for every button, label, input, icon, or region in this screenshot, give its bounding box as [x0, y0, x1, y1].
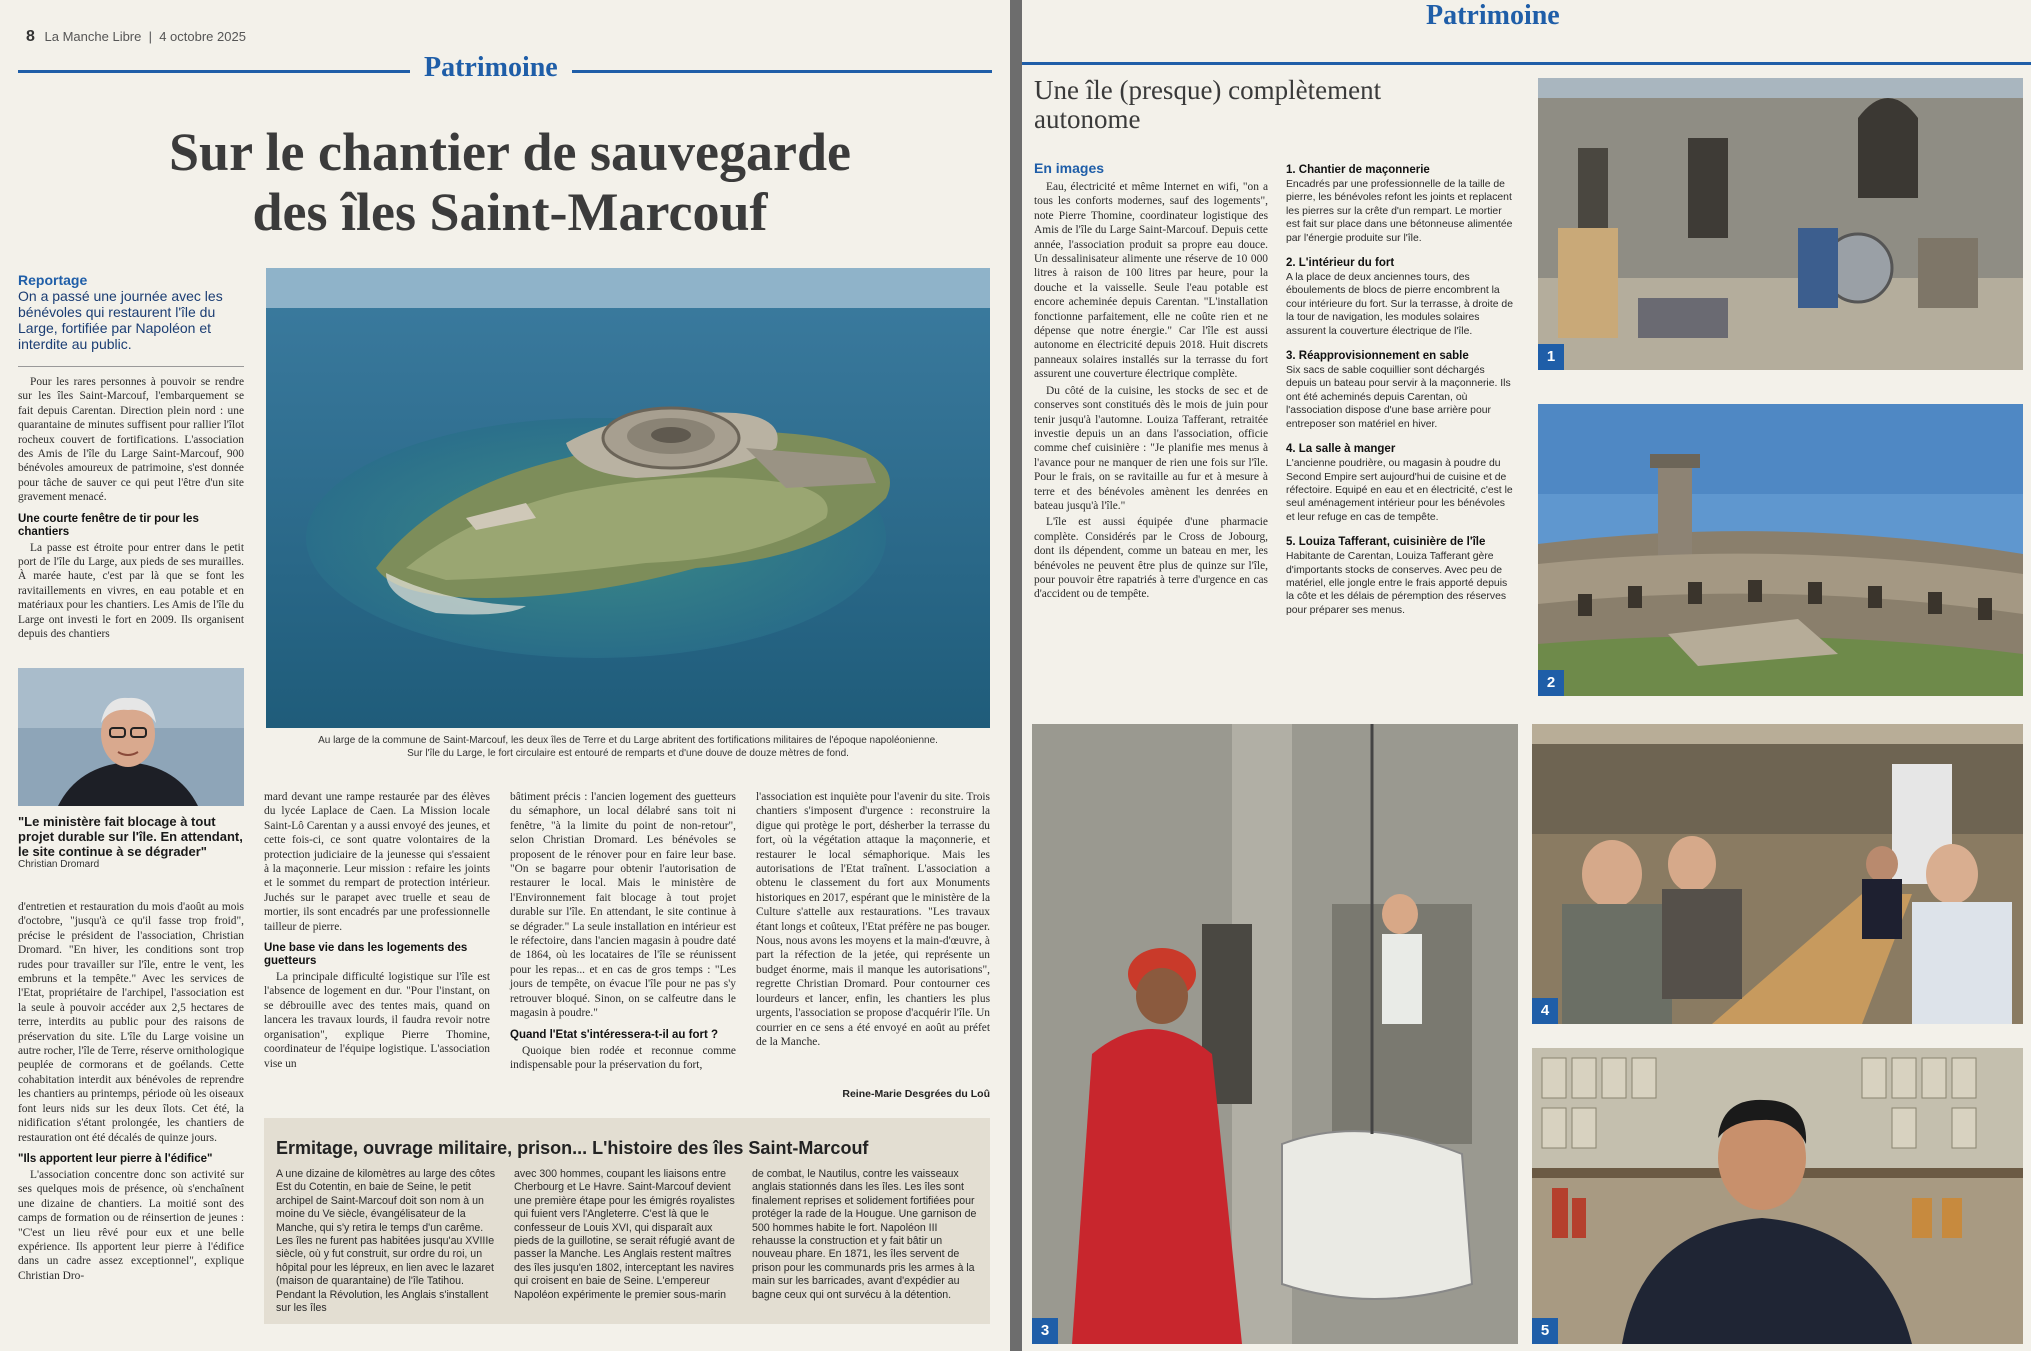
photo-legends	[1286, 164, 1516, 629]
aerial-island-photo	[266, 268, 990, 728]
photo-3-sand-unloading	[1032, 724, 1518, 1344]
column-1-continued	[18, 900, 244, 1285]
headline	[60, 122, 960, 242]
etat-text: Quoique bien rodée et reconnue comme indispensable pour la préservation du fort,	[510, 1044, 736, 1071]
photo-1-masonry	[1538, 78, 2023, 370]
headline-line-2: des îles Saint-Marcouf	[252, 182, 768, 242]
rubric-title: Patrimoine	[410, 52, 572, 84]
rubric-rule-right	[1022, 62, 2031, 65]
column-4	[756, 790, 990, 1051]
left-page	[0, 0, 1010, 1351]
lead-column	[18, 272, 244, 644]
legend-item: 1. Chantier de maçonnerie Encadrés par une professionnelle de la taille de pierre, les bénévoles refont les joints et replacent les pierres sur la crête d'un rempart. Le mortier est fait sur place dans une bétonneuse alimentée par l'énergie produite sur l'île.	[1286, 164, 1513, 244]
column-2	[264, 790, 490, 1073]
right-body	[1034, 160, 1268, 604]
photo-4-dining-room	[1532, 724, 2023, 1024]
sidebar-col-1: A une dizaine de kilomètres au large des côtes Est du Cotentin, en baie de Seine, le petit archipel de Saint-Marcouf doit son nom à un moine du Ve siècle, évangélisateur de la Manche, qui s'y retira le temps d'un carême. Les îles ne furent pas habitées jusqu'au XVIIIe siècle, où y fut construit, sur ordre du roi, un hôpital pour les lépreux, en lien avec le lazaret (maison de quarantaine) de l'île Tatihou. Pendant la Révolution, les Anglais s'installent sur les îles	[276, 1168, 496, 1315]
photo-caption	[266, 734, 990, 760]
photo-number: 1	[1538, 344, 1564, 370]
right-page	[1022, 0, 2031, 1351]
history-sidebar	[264, 1118, 990, 1324]
caption-line-1: Au large de la commune de Saint-Marcouf, les deux îles de Terre et du Large abritent des fortifications militaires de l'époque napoléonienne.	[318, 735, 938, 746]
issue-date: 4 octobre 2025	[159, 29, 246, 44]
subhead-window: Une courte fenêtre de tir pour les chantiers	[18, 512, 199, 538]
en-images-kicker: En images	[1034, 160, 1105, 176]
photo-number: 4	[1532, 998, 1558, 1024]
chapo: On a passé une journée avec les bénévoles qui restaurent l'île du Large, fortifiée par Napoléon et interdite au public.	[18, 288, 223, 352]
pull-quote: "Le ministère fait blocage à tout projet durable sur l'île. En attendant, le site continue à se dégrader"	[18, 814, 243, 859]
right-title-line-2: autonome	[1034, 104, 1141, 134]
newspaper-name: La Manche Libre	[44, 29, 142, 44]
legend-item: 2. L'intérieur du fort A la place de deux anciennes tours, des éboulements de blocs de pierre encombrent la cour intérieure du fort. Sur la terrasse, à droite de la tour de navigation, les modules solaires assurent la couverture électrique de l'île.	[1286, 257, 1513, 337]
legend-item: 5. Louiza Tafferant, cuisinière de l'île Habitante de Carentan, Louiza Tafferant gère d'importants stocks de conserves. Avec peu de matériel, elle jongle entre le frais apporté depuis la côte et les délais de péremption des réserves pour préparer ses menus.	[1286, 536, 1508, 616]
quote-block	[18, 814, 244, 870]
subhead-base-vie: Une base vie dans les logements des guetteurs	[264, 942, 468, 968]
sidebar-col-2: avec 300 hommes, coupant les liaisons entre Cherbourg et Le Havre. Saint-Marcouf devient une première étape pour les émigrés royalistes qui fuient vers l'Angleterre. C'est là que le confesseur de Louis XVI, qui disparaît aux pieds de la guillotine, se serait réfugié avant de passer la Manche. Les Anglais restent maîtres des îles jusqu'en 1802, interceptant les navires qui croisent en baie de Seine. L'empereur Napoléon expérimente le premier sous-marin	[514, 1168, 735, 1301]
right-title	[1034, 76, 1494, 134]
legend-item: 4. La salle à manger L'ancienne poudrière, ou magasin à poudre du Second Empire sert aujourd'hui de cuisine et de réfectoire. Equipé en eau et en électricité, c'est le seul aménagement intérieur pour les bénévoles et leur refuge en cas de tempête.	[1286, 443, 1513, 523]
column-3	[510, 790, 736, 1074]
headline-line-1: Sur le chantier de sauvegarde	[169, 122, 851, 182]
photo-2-fort-interior	[1538, 404, 2023, 696]
caption-line-2: Sur l'île du Large, le fort circulaire est entouré de remparts et d'une douve de douze mètres de fond.	[407, 748, 849, 759]
legend-item: 3. Réapprovisionnement en sable Six sacs de sable coquillier sont déchargés depuis un bateau pour servir à la maçonnerie. Ils ont été acheminés depuis Carentan, où l'association dispose d'une base arrière pour entreposer son matériel en hiver.	[1286, 350, 1511, 430]
portrait-photo	[18, 668, 244, 806]
col2-text: mard devant une rampe restaurée par des élèves du lycée Laplace de Caen. La Mission locale Saint-Lô Carentan y a aussi envoyé des jeunes, et cette fois-ci, ce sont quatre volontaires de la protection judiciaire de la jeunesse qui s'essaient à la maçonnerie. Leur mission : refaire les joints et le sommet du rempart de protection intérieur. Juchés sur le parapet avec truelle et seau de mortier, ils sont encadrés par une professionnelle tailleur de pierre.	[264, 791, 490, 933]
col1-text: d'entretien et restauration du mois d'août au mois d'octobre, "jusqu'à ce qu'il fasse trop froid", précise le président de l'association, Christian Dromard. "En hiver, les conditions sont trop rudes pour travailler sur l'île, entre le vent, les embruns et la tempête." Avec les services de l'Etat, propriétaire de l'archipel, l'association est la seule à pouvoir accéder aux 2,5 hectares de terre, interdits au public pour des raisons de préservation du site. L'île du Large voisine un autre rocher, l'île de Terre, réserve ornithologique peuplée de cormorans et de goélands. Cette cohabitation interdit aux bénévoles de reprendre les chantiers au printemps, période où les oiseaux font leurs nids sur les deux îlots. Cet été, la nidification s'étant prolongée, les chantiers de restauration ont été décalés de quinze jours.	[18, 901, 244, 1144]
folio: 8 La Manche Libre | 4 octobre 2025	[26, 28, 246, 45]
right-title-line-1: Une île (presque) complètement	[1034, 75, 1382, 105]
separator	[18, 366, 244, 367]
subhead-pierre: "Ils apportent leur pierre à l'édifice"	[18, 1152, 213, 1165]
sidebar-title: Ermitage, ouvrage militaire, prison... L'histoire des îles Saint-Marcouf	[276, 1138, 869, 1158]
quote-author: Christian Dromard	[18, 859, 100, 870]
window-text: La passe est étroite pour entrer dans le petit port de l'île du Large, aux pieds de ses murailles. À marée haute, c'est par là que se font les ravitaillements en vivres, en eau potable et en matériaux pour les chantiers. Les Amis de l'île du Large ont investi le fort en 2009. Ils organisent depuis des chantiers	[18, 541, 244, 641]
col4-text: l'association est inquiète pour l'avenir du site. Trois chantiers s'imposent d'urgence : reconstruire la digue qui protège le port, désherber la terrasse du fort, où la végétation attaque la maçonnerie, et restaurer le local sémaphorique. Mais les autorisations de l'Etat traînent. L'association a obtenu le classement du fort aux Monuments historiques en 2017, espérant que le ministère de la Culture s'attelle aux restaurations. "Les travaux étant longs et coûteux, l'Etat préfère ne pas bouger. Nous, nous avons les moyens et la main-d'œuvre, à part la réfection de la jetée, qui représente un budget énorme, mais il manque les autorisations", regrette Christian Dromard. Pour contourner ces lourdeurs et lancer, enfin, les chantiers les plus urgents, l'association se propose d'acquérir l'île. Un courrier en ce sens a été envoyé en août au préfet de la Manche.	[756, 791, 990, 1048]
photo-number: 5	[1532, 1318, 1558, 1344]
rubric-title-right: Patrimoine	[1426, 0, 1560, 31]
right-text-1: Eau, électricité et même Internet en wifi, "on a tous les conforts modernes, sauf des logements", note Pierre Thomine, coordinateur logistique des Amis de l'île du Large Saint-Marcouf. Depuis cette année, l'association produit sa propre eau douce. Un dessalinisateur alimente une réserve de 10 000 litres à raison de 100 litres par heure, pour la douche et la vaisselle. Seule l'eau potable est encore acheminée depuis Carentan. "L'installation fonctionne parfaitement, elle ne coûte rien et ne dépense que notre énergie." Car l'île est aussi autonome en électricité depuis 2018. Huit discrets panneaux solaires installés sur la terrasse du fort assurent une couverture électrique complète.	[1034, 181, 1268, 381]
photo-5-cook	[1532, 1048, 2023, 1344]
photo-number: 2	[1538, 670, 1564, 696]
kicker: Reportage	[18, 272, 88, 288]
sidebar-col-3: de combat, le Nautilus, contre les vaisseaux anglais stationnés dans les îles. Les îles sont finalement reprises et solidement fortifiées pour protéger la rade de la Hougue. Une garnison de 500 hommes habite le fort. Napoléon III rehausse la construction et y fait bâtir un nouveau phare. En 1871, les îles servent de prison pour les communards pris les armes à la main sur les barricades, avant d'expédier au bagne ceux qui ont survécu à la détention.	[752, 1168, 977, 1301]
page-number: 8	[26, 28, 35, 45]
photo-number: 3	[1032, 1318, 1058, 1344]
base-vie-text: La principale difficulté logistique sur l'île est l'absence de logement en dur. "Pour l'instant, on se débrouille avec des tentes mais, quand on lancera les travaux lourds, il faudra revoir notre organisation", explique Pierre Thomine, coordinateur de l'équipe logistique. L'association vise un	[264, 971, 490, 1070]
col3-text: bâtiment précis : l'ancien logement des guetteurs du sémaphore, un local délabré sans toit ni fenêtre, "à la limite du point de non-retour", selon Christian Dromard. Les bénévoles se proposent de le rénover pour en faire leur base. "On se bagarre pour obtenir l'autorisation de restaurer le local. Mais le ministère de l'Environnement fait blocage à tout projet durable sur l'île. En attendant, le site continue à se dégrader." La seule installation en intérieur est le réfectoire, dans l'ancien magasin à poudre daté de 1864, où les locataires de l'île se réunissent pour les repas... et en cas de gros temps : "Les jours de tempête, on évacue l'île pour ne pas s'y retrouver bloqué. Sinon, on se calfeutre dans le magasin à poudre."	[510, 791, 736, 1020]
right-text-2: Du côté de la cuisine, les stocks de sec et de conserves sont constitués dès le mois de juin pour tenir jusqu'à l'automne. Louiza Tafferant, retraitée investie depuis un an dans l'association, officie comme chef cuisinière : "Je planifie mes menus à l'avance pour ne manquer de rien une fois sur l'île. Pour le frais, on se ravitaille au fur et à mesure à terre et des bénévoles amènent les denrées en bateau jusqu'à l'île."	[1034, 384, 1268, 512]
right-text-3: L'île est aussi équipée d'une pharmacie complète. Considérés par le Cross de Jobourg, dont ils dépendent, comme un bateau en mer, les bénévoles ne peuvent être plus de quinze sur l'île, pour pouvoir être rapatriés à terre d'urgence en cas d'accident ou de tempête.	[1034, 516, 1268, 601]
subhead-etat: Quand l'Etat s'intéressera-t-il au fort ?	[510, 1028, 719, 1041]
pierre-text: L'association concentre donc son activité sur ses quelques mois de présence, où s'enchaînent une dizaine de chantiers. La moitié sont des camps de formation ou de réinsertion de jeunes : "C'est un lieu rêvé pour eux et une belle expérience. Ils apportent leur pierre à l'édifice dans un cadre assez exceptionnel", explique Christian Dro-	[18, 1168, 244, 1282]
author-signature: Reine-Marie Desgrées du Loû	[842, 1088, 990, 1100]
intro-text: Pour les rares personnes à pouvoir se rendre sur les îles Saint-Marcouf, l'embarquement se fait depuis Carentan. Direction plein nord : une quarantaine de minutes suffisent pour rallier l'îlot rocheux couvert de fortifications. L'association des Amis de l'île du Large Saint-Marcouf, 900 bénévoles amoureux de patrimoine, s'est donnée pour tâche de sauver ce qui peut l'être d'un site gravement menacé.	[18, 376, 244, 504]
